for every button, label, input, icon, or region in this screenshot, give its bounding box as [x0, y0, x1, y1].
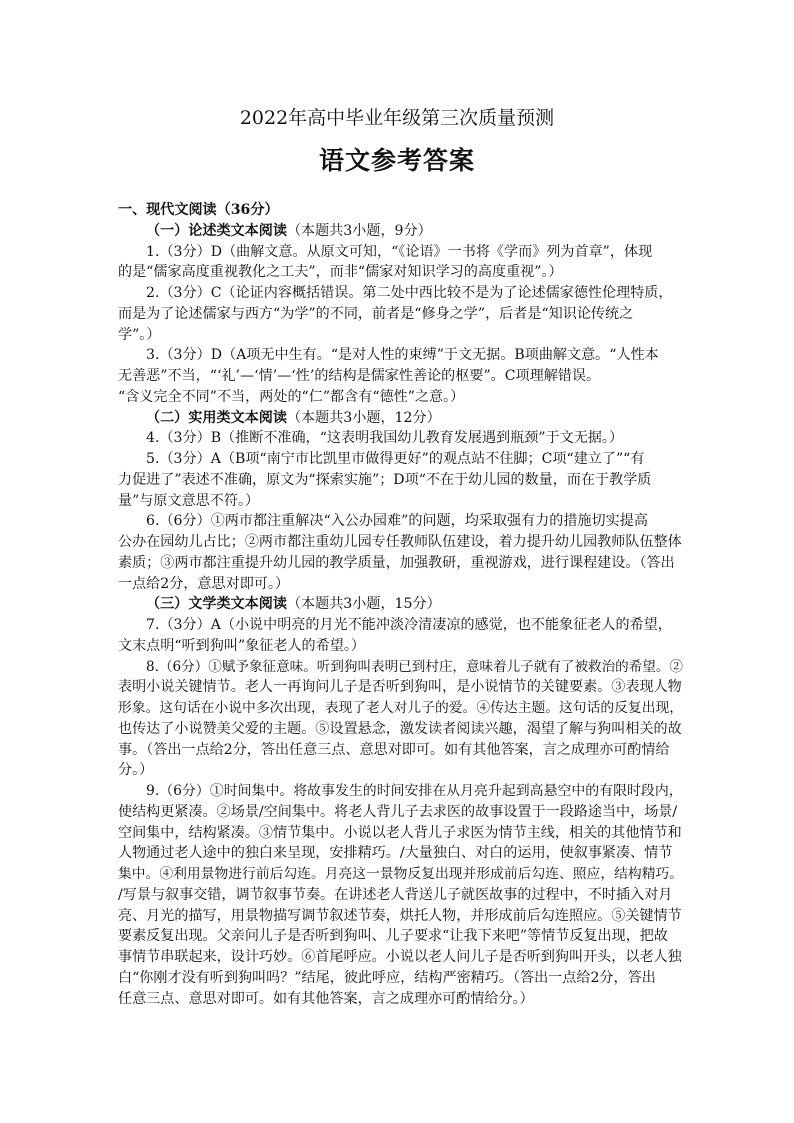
document-subtitle: 语文参考答案	[318, 146, 475, 175]
answer-line-start: 3.（3分）D（A项无中生有。“是对人性的束缚”于文无据。B项曲解文意。“人性本	[146, 347, 659, 364]
subsection-heading	[118, 594, 686, 615]
answer-line-start: 6.（6分）①两市都注重解决“入公办园难”的问题，均采取强有力的措施切实提高	[146, 513, 648, 530]
answer-line-start: 9.（6分）①时间集中。将故事发生的时间安排在从月亮升起到高悬空中的有限时段内，	[146, 783, 683, 799]
subsection-title: （一）论述类文本阅读	[146, 222, 287, 239]
answer-line: 文末点明“听到狗叫”象征老人的希望。）	[118, 637, 365, 654]
answer-line-start: 2.（3分）C（论证内容概括错误。第二处中西比较不是为了论述儒家德性伦理特质，	[146, 285, 673, 301]
subsection-heading	[118, 408, 686, 429]
answer-line: 使结构更紧凑。②场景/空间集中。将老人背儿子去求医的故事设置于一段路途当中，场景/	[118, 803, 678, 820]
answer-line: /写景与叙事交错，调节叙事节奏。在讲述老人背送儿子就医故事的过程中，不时插入对月	[118, 886, 673, 903]
answer-line: 的是“儒家高度重视教化之工夫”，而非“儒家对知识学习的高度重视”。）	[118, 264, 563, 281]
answer-line: 量”与原文意思不符。）	[118, 492, 260, 509]
answer-line: “含义完全不同”不当，两处的“仁”都含有“德性”之意。）	[118, 388, 465, 405]
answer-line: 而是为了论述儒家与西方“为学”的不同，前者是“修身之学”，后者是“知识论传统之	[118, 305, 634, 322]
answer-line-start: 4.（3分）B（推断不准确，“这表明我国幼儿教育发展遇到瓶颈”于文无据。）	[146, 430, 624, 447]
answer-line: 无善恶”不当，“‘礼’—‘情’—‘性’的结构是儒家性善论的枢要”。C项理解错误。	[118, 368, 601, 384]
document-title: 2022年高中毕业年级第三次质量预测	[239, 107, 555, 129]
subsection-title: （二）实用类文本阅读	[146, 409, 287, 426]
answer-line: 分。）	[118, 762, 154, 779]
subsection-title: （三）文学类文本阅读	[146, 596, 287, 613]
answer-line: 一点给2分，意思对即可。）	[118, 575, 290, 592]
answer-line: 素质；③两市都注重提升幼儿园的教学质量，加强教研，重视游戏，进行课程建设。（答出	[118, 554, 675, 571]
subsection-note: （本题共3小题，12分）	[286, 409, 441, 426]
answer-line-start: 7.（3分）A（小说中明亮的月光不能冲淡冷清凄凉的感觉，也不能象征老人的希望，	[146, 617, 672, 633]
answer-line: 也传达了小说赞美父爱的主题。⑤设置悬念，激发读者阅读兴趣，渴望了解与狗叫相关的故	[118, 720, 682, 737]
section-heading: 一、现代文阅读（36分）	[118, 202, 279, 218]
answer-line: 事情节串联起来，设计巧妙。⑥首尾呼应。小说以老人问儿子是否听到狗叫开头，以老人独	[118, 949, 682, 965]
subsection-note: （本题共3小题，9分）	[286, 222, 432, 239]
answer-line: 要素反复出现。父亲问儿子是否听到狗叫、儿子要求“让我下来吧”等情节反复出现，把故	[118, 928, 668, 945]
answer-line: 空间集中，结构紧凑。③情节集中。小说以老人背儿子求医为情节主线，相关的其他情节和	[118, 824, 682, 841]
answer-line: 人物通过老人途中的独白来呈现，安排精巧。/大量独白、对白的运用，使叙事紧凑、情节	[118, 845, 673, 862]
subsection-heading	[118, 221, 686, 242]
answer-line: 任意三点、意思对即可。如有其他答案，言之成理亦可酌情给分。）	[118, 990, 534, 1007]
answer-line-start: 5.（3分）A（B项“南宁市比凯里市做得更好”的观点站不住脚；C项“建立了”“有	[146, 451, 645, 467]
answer-line: 力促进了”表述不准确，原文为“探索实施”；D项“不在于幼儿园的数量，而在于教学质	[118, 471, 652, 488]
answer-line-start: 1.（3分）D（曲解文意。从原文可知，“《论语》一书将《学而》列为首章”，体现	[146, 243, 653, 260]
subsection-note: （本题共3小题，15分）	[286, 596, 441, 613]
answer-line-start: 8.（6分）①赋予象征意味。听到狗叫表明已到村庄，意味着儿子就有了被救治的希望。②	[146, 658, 683, 675]
answer-line: 表明小说关键情节。老人一再询问儿子是否听到狗叫，是小说情节的关键要素。③表现人物	[118, 679, 682, 696]
answer-line: 公办在园幼儿占比；②两市都注重幼儿园专任教师队伍建设，着力提升幼儿园教师队伍整体	[118, 534, 682, 550]
answer-line: 白“你刚才没有听到狗叫吗？”结尾，彼此呼应，结构严密精巧。（答出一点给2分，答出	[118, 969, 656, 986]
answer-line: 学”。）	[118, 326, 161, 343]
answer-line: 形象。这句话在小说中多次出现，表现了老人对儿子的爱。④传达主题。这句话的反复出现，	[118, 700, 684, 716]
answer-line: 集中。④利用景物进行前后勾连。月亮这一景物反复出现并形成前后勾连、照应，结构精巧。	[118, 866, 684, 882]
answer-content	[118, 200, 686, 1009]
answer-line: 亮、月光的描写，用景物描写调节叙述节奏，烘托人物，并形成前后勾连照应。⑤关键情节	[118, 907, 682, 924]
answer-line: 事。（答出一点给2分，答出任意三点、意思对即可。如有其他答案，言之成理亦可酌情给	[118, 741, 670, 758]
